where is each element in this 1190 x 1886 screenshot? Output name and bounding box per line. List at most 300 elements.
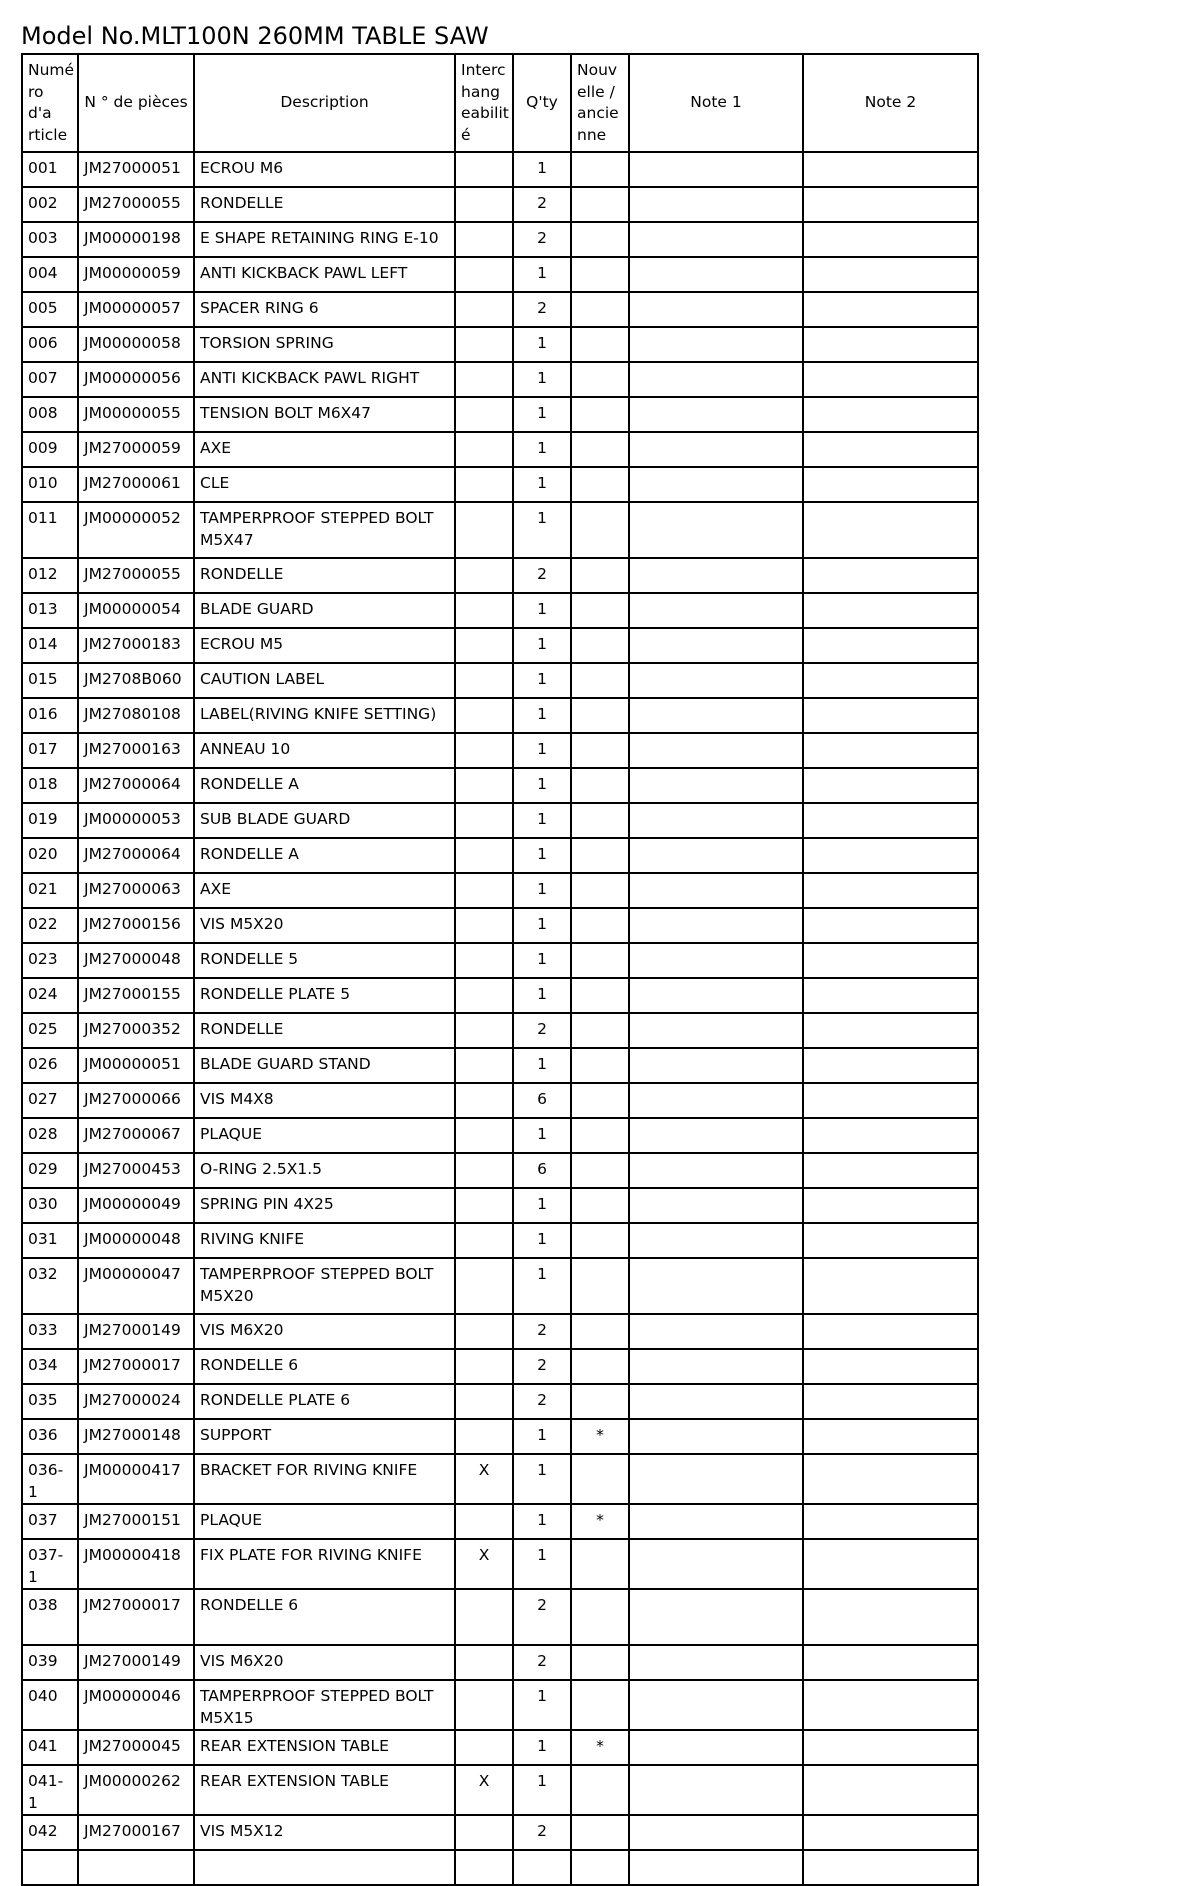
cell-interchangeability	[455, 1153, 513, 1188]
cell-quantity: 2	[513, 1589, 571, 1645]
cell-item-number: 022	[22, 908, 78, 943]
cell-part-number: JM00000054	[78, 593, 194, 628]
cell-quantity: 1	[513, 502, 571, 558]
cell-note-2	[803, 628, 978, 663]
cell-note-2	[803, 1504, 978, 1539]
cell-new-old	[571, 1258, 629, 1314]
cell-note-1	[629, 152, 803, 187]
cell-interchangeability	[455, 1680, 513, 1730]
cell-quantity: 1	[513, 838, 571, 873]
cell-item-number: 034	[22, 1349, 78, 1384]
cell-interchangeability	[455, 432, 513, 467]
cell-item-number: 005	[22, 292, 78, 327]
cell-new-old	[571, 1118, 629, 1153]
cell-part-number: JM00000053	[78, 803, 194, 838]
cell-part-number: JM27000067	[78, 1118, 194, 1153]
header-quantity: Q'ty	[513, 54, 571, 152]
table-row	[22, 1850, 978, 1885]
cell-new-old	[571, 292, 629, 327]
cell-note-1	[629, 978, 803, 1013]
cell-item-number: 010	[22, 467, 78, 502]
cell-item-number: 035	[22, 1384, 78, 1419]
table-row	[22, 1504, 978, 1539]
cell-part-number: JM2708B060	[78, 663, 194, 698]
cell-description: RONDELLE	[194, 558, 455, 593]
cell-quantity: 2	[513, 1314, 571, 1349]
cell-interchangeability	[455, 1083, 513, 1118]
cell-quantity: 1	[513, 397, 571, 432]
document-title: Model No.MLT100N 260MM TABLE SAW	[21, 22, 489, 50]
cell-item-number	[22, 1850, 78, 1885]
cell-new-old	[571, 1223, 629, 1258]
cell-quantity: 1	[513, 803, 571, 838]
cell-quantity: 6	[513, 1153, 571, 1188]
cell-quantity: 1	[513, 628, 571, 663]
cell-description: SUPPORT	[194, 1419, 455, 1454]
cell-quantity: 1	[513, 908, 571, 943]
cell-note-2	[803, 1048, 978, 1083]
cell-part-number: JM27000017	[78, 1589, 194, 1645]
cell-description: RONDELLE	[194, 1013, 455, 1048]
cell-new-old	[571, 1454, 629, 1504]
cell-part-number: JM27000055	[78, 558, 194, 593]
cell-interchangeability	[455, 292, 513, 327]
cell-new-old	[571, 978, 629, 1013]
cell-quantity: 1	[513, 152, 571, 187]
cell-part-number: JM00000198	[78, 222, 194, 257]
cell-interchangeability	[455, 1013, 513, 1048]
table-row	[22, 397, 978, 432]
cell-note-2	[803, 943, 978, 978]
cell-quantity: 2	[513, 1645, 571, 1680]
cell-new-old	[571, 698, 629, 733]
table-row	[22, 733, 978, 768]
cell-interchangeability	[455, 1815, 513, 1850]
cell-interchangeability	[455, 1314, 513, 1349]
cell-quantity: 1	[513, 663, 571, 698]
cell-interchangeability	[455, 1349, 513, 1384]
cell-interchangeability	[455, 698, 513, 733]
cell-item-number: 012	[22, 558, 78, 593]
cell-part-number: JM27000066	[78, 1083, 194, 1118]
cell-interchangeability	[455, 222, 513, 257]
cell-note-2	[803, 187, 978, 222]
cell-note-2	[803, 768, 978, 803]
cell-note-1	[629, 1680, 803, 1730]
cell-description: TENSION BOLT M6X47	[194, 397, 455, 432]
table-row	[22, 1153, 978, 1188]
cell-description	[194, 1850, 455, 1885]
cell-item-number: 031	[22, 1223, 78, 1258]
cell-interchangeability	[455, 558, 513, 593]
cell-new-old	[571, 1314, 629, 1349]
cell-note-2	[803, 1454, 978, 1504]
cell-new-old	[571, 432, 629, 467]
cell-interchangeability	[455, 1223, 513, 1258]
cell-description: VIS M5X20	[194, 908, 455, 943]
table-row	[22, 1384, 978, 1419]
cell-quantity: 1	[513, 432, 571, 467]
cell-new-old: *	[571, 1730, 629, 1765]
cell-item-number: 002	[22, 187, 78, 222]
cell-note-1	[629, 502, 803, 558]
cell-interchangeability	[455, 628, 513, 663]
cell-new-old	[571, 467, 629, 502]
cell-note-2	[803, 1118, 978, 1153]
cell-quantity: 2	[513, 222, 571, 257]
cell-item-number: 038	[22, 1589, 78, 1645]
cell-note-1	[629, 803, 803, 838]
cell-part-number: JM00000052	[78, 502, 194, 558]
cell-description: RONDELLE 5	[194, 943, 455, 978]
cell-new-old	[571, 1850, 629, 1885]
cell-interchangeability	[455, 943, 513, 978]
cell-part-number: JM00000055	[78, 397, 194, 432]
cell-new-old	[571, 873, 629, 908]
table-row	[22, 978, 978, 1013]
cell-description: REAR EXTENSION TABLE	[194, 1730, 455, 1765]
cell-interchangeability	[455, 1645, 513, 1680]
cell-part-number: JM00000059	[78, 257, 194, 292]
cell-note-2	[803, 152, 978, 187]
cell-description: SPRING PIN 4X25	[194, 1188, 455, 1223]
cell-part-number: JM00000418	[78, 1539, 194, 1589]
cell-part-number	[78, 1850, 194, 1885]
cell-item-number: 036-1	[22, 1454, 78, 1504]
cell-description: PLAQUE	[194, 1118, 455, 1153]
cell-new-old: *	[571, 1504, 629, 1539]
cell-quantity: 1	[513, 1258, 571, 1314]
cell-new-old	[571, 1048, 629, 1083]
cell-description: ANTI KICKBACK PAWL RIGHT	[194, 362, 455, 397]
cell-note-1	[629, 257, 803, 292]
cell-quantity: 1	[513, 1223, 571, 1258]
cell-description: RONDELLE 6	[194, 1349, 455, 1384]
cell-interchangeability	[455, 663, 513, 698]
cell-note-2	[803, 1539, 978, 1589]
cell-part-number: JM27000155	[78, 978, 194, 1013]
cell-note-1	[629, 1454, 803, 1504]
cell-interchangeability	[455, 1188, 513, 1223]
cell-note-2	[803, 1815, 978, 1850]
cell-description: ANNEAU 10	[194, 733, 455, 768]
cell-item-number: 011	[22, 502, 78, 558]
table-row	[22, 1118, 978, 1153]
cell-quantity: 1	[513, 733, 571, 768]
cell-note-2	[803, 397, 978, 432]
table-row	[22, 1539, 978, 1589]
cell-description: O-RING 2.5X1.5	[194, 1153, 455, 1188]
cell-item-number: 032	[22, 1258, 78, 1314]
cell-interchangeability	[455, 257, 513, 292]
cell-item-number: 003	[22, 222, 78, 257]
cell-new-old	[571, 558, 629, 593]
cell-note-2	[803, 257, 978, 292]
cell-description: SPACER RING 6	[194, 292, 455, 327]
cell-part-number: JM00000262	[78, 1765, 194, 1815]
cell-description: CLE	[194, 467, 455, 502]
cell-interchangeability	[455, 1384, 513, 1419]
cell-item-number: 013	[22, 593, 78, 628]
cell-quantity: 2	[513, 1349, 571, 1384]
cell-note-1	[629, 1539, 803, 1589]
cell-interchangeability: X	[455, 1539, 513, 1589]
cell-description: SUB BLADE GUARD	[194, 803, 455, 838]
cell-note-1	[629, 733, 803, 768]
cell-note-1	[629, 362, 803, 397]
cell-part-number: JM27000048	[78, 943, 194, 978]
table-row	[22, 803, 978, 838]
cell-note-2	[803, 1223, 978, 1258]
cell-item-number: 019	[22, 803, 78, 838]
cell-part-number: JM27000148	[78, 1419, 194, 1454]
cell-note-1	[629, 187, 803, 222]
cell-interchangeability	[455, 327, 513, 362]
cell-note-2	[803, 1850, 978, 1885]
table-row	[22, 1730, 978, 1765]
cell-item-number: 008	[22, 397, 78, 432]
cell-part-number: JM00000057	[78, 292, 194, 327]
table-row	[22, 628, 978, 663]
cell-quantity: 1	[513, 1539, 571, 1589]
cell-new-old	[571, 222, 629, 257]
cell-note-2	[803, 362, 978, 397]
cell-note-2	[803, 593, 978, 628]
cell-note-2	[803, 1314, 978, 1349]
cell-note-2	[803, 733, 978, 768]
cell-quantity: 1	[513, 1048, 571, 1083]
cell-description: BLADE GUARD STAND	[194, 1048, 455, 1083]
cell-description: ECROU M5	[194, 628, 455, 663]
cell-new-old	[571, 838, 629, 873]
cell-note-1	[629, 1013, 803, 1048]
table-row	[22, 1188, 978, 1223]
cell-new-old	[571, 1589, 629, 1645]
cell-description: RONDELLE	[194, 187, 455, 222]
cell-new-old	[571, 593, 629, 628]
cell-new-old	[571, 1765, 629, 1815]
cell-note-2	[803, 1013, 978, 1048]
cell-item-number: 023	[22, 943, 78, 978]
cell-part-number: JM00000417	[78, 1454, 194, 1504]
table-row	[22, 327, 978, 362]
cell-interchangeability	[455, 593, 513, 628]
cell-note-1	[629, 1349, 803, 1384]
cell-quantity: 1	[513, 362, 571, 397]
table-row	[22, 768, 978, 803]
cell-note-2	[803, 803, 978, 838]
cell-description: RONDELLE PLATE 5	[194, 978, 455, 1013]
cell-note-1	[629, 698, 803, 733]
cell-interchangeability	[455, 362, 513, 397]
cell-note-1	[629, 873, 803, 908]
cell-description: FIX PLATE FOR RIVING KNIFE	[194, 1539, 455, 1589]
cell-quantity: 6	[513, 1083, 571, 1118]
table-row	[22, 362, 978, 397]
cell-description: RONDELLE A	[194, 838, 455, 873]
cell-quantity: 1	[513, 873, 571, 908]
cell-note-2	[803, 1083, 978, 1118]
cell-note-2	[803, 838, 978, 873]
cell-item-number: 026	[22, 1048, 78, 1083]
cell-item-number: 009	[22, 432, 78, 467]
cell-item-number: 020	[22, 838, 78, 873]
cell-interchangeability: X	[455, 1454, 513, 1504]
cell-note-1	[629, 1223, 803, 1258]
cell-interchangeability	[455, 838, 513, 873]
cell-interchangeability	[455, 978, 513, 1013]
table-row	[22, 1589, 978, 1645]
cell-interchangeability	[455, 768, 513, 803]
table-row	[22, 1765, 978, 1815]
cell-part-number: JM27000183	[78, 628, 194, 663]
cell-quantity: 1	[513, 1765, 571, 1815]
header-note-2: Note 2	[803, 54, 978, 152]
cell-new-old	[571, 187, 629, 222]
cell-interchangeability	[455, 187, 513, 222]
cell-note-2	[803, 1645, 978, 1680]
cell-new-old	[571, 733, 629, 768]
cell-note-2	[803, 978, 978, 1013]
cell-note-1	[629, 1048, 803, 1083]
cell-description: TAMPERPROOF STEPPED BOLT M5X47	[194, 502, 455, 558]
cell-quantity: 1	[513, 698, 571, 733]
cell-interchangeability	[455, 803, 513, 838]
cell-new-old	[571, 1384, 629, 1419]
cell-part-number: JM27000064	[78, 838, 194, 873]
cell-item-number: 041-1	[22, 1765, 78, 1815]
cell-interchangeability	[455, 1048, 513, 1083]
header-new-old: Nouv elle / ancie nne	[571, 54, 629, 152]
cell-note-2	[803, 663, 978, 698]
cell-description: BRACKET FOR RIVING KNIFE	[194, 1454, 455, 1504]
cell-description: TAMPERPROOF STEPPED BOLT M5X15	[194, 1680, 455, 1730]
cell-note-1	[629, 593, 803, 628]
cell-note-1	[629, 1765, 803, 1815]
cell-description: AXE	[194, 432, 455, 467]
cell-item-number: 040	[22, 1680, 78, 1730]
cell-description: RONDELLE A	[194, 768, 455, 803]
cell-quantity	[513, 1850, 571, 1885]
cell-new-old	[571, 628, 629, 663]
cell-note-1	[629, 838, 803, 873]
cell-new-old	[571, 1083, 629, 1118]
table-row	[22, 1815, 978, 1850]
cell-new-old	[571, 908, 629, 943]
table-row	[22, 1223, 978, 1258]
table-row	[22, 502, 978, 558]
cell-quantity: 2	[513, 558, 571, 593]
cell-note-1	[629, 663, 803, 698]
cell-part-number: JM27000063	[78, 873, 194, 908]
cell-note-2	[803, 558, 978, 593]
cell-part-number: JM27000453	[78, 1153, 194, 1188]
cell-note-1	[629, 1645, 803, 1680]
cell-description: TORSION SPRING	[194, 327, 455, 362]
cell-item-number: 017	[22, 733, 78, 768]
table-row	[22, 908, 978, 943]
cell-item-number: 029	[22, 1153, 78, 1188]
cell-part-number: JM27000149	[78, 1645, 194, 1680]
cell-note-1	[629, 1850, 803, 1885]
cell-item-number: 028	[22, 1118, 78, 1153]
table-row	[22, 1454, 978, 1504]
cell-part-number: JM27000163	[78, 733, 194, 768]
cell-description: VIS M4X8	[194, 1083, 455, 1118]
cell-item-number: 036	[22, 1419, 78, 1454]
cell-note-2	[803, 467, 978, 502]
cell-item-number: 027	[22, 1083, 78, 1118]
cell-new-old	[571, 803, 629, 838]
cell-description: RONDELLE PLATE 6	[194, 1384, 455, 1419]
cell-part-number: JM27000151	[78, 1504, 194, 1539]
cell-note-1	[629, 1258, 803, 1314]
table-row	[22, 1349, 978, 1384]
cell-interchangeability	[455, 467, 513, 502]
cell-quantity: 2	[513, 292, 571, 327]
table-row	[22, 257, 978, 292]
cell-interchangeability	[455, 908, 513, 943]
cell-description: VIS M6X20	[194, 1645, 455, 1680]
cell-quantity: 1	[513, 1680, 571, 1730]
table-row	[22, 593, 978, 628]
table-row	[22, 432, 978, 467]
table-row	[22, 292, 978, 327]
cell-new-old	[571, 768, 629, 803]
table-row	[22, 1258, 978, 1314]
cell-part-number: JM00000047	[78, 1258, 194, 1314]
header-part-number: N ° de pièces	[78, 54, 194, 152]
cell-interchangeability	[455, 1504, 513, 1539]
cell-item-number: 041	[22, 1730, 78, 1765]
cell-quantity: 1	[513, 593, 571, 628]
cell-quantity: 2	[513, 187, 571, 222]
cell-quantity: 2	[513, 1013, 571, 1048]
table-row	[22, 1083, 978, 1118]
cell-note-2	[803, 1349, 978, 1384]
cell-note-1	[629, 1419, 803, 1454]
cell-note-1	[629, 1153, 803, 1188]
cell-part-number: JM27000156	[78, 908, 194, 943]
cell-interchangeability	[455, 733, 513, 768]
parts-list-sheet	[21, 53, 977, 1840]
table-row	[22, 1314, 978, 1349]
cell-description: E SHAPE RETAINING RING E-10	[194, 222, 455, 257]
cell-note-1	[629, 1118, 803, 1153]
cell-quantity: 2	[513, 1815, 571, 1850]
header-description: Description	[194, 54, 455, 152]
cell-quantity: 1	[513, 1118, 571, 1153]
cell-note-2	[803, 502, 978, 558]
cell-item-number: 006	[22, 327, 78, 362]
cell-new-old	[571, 1013, 629, 1048]
cell-note-1	[629, 943, 803, 978]
cell-item-number: 024	[22, 978, 78, 1013]
header-note-1: Note 1	[629, 54, 803, 152]
cell-note-1	[629, 1188, 803, 1223]
cell-part-number: JM27000149	[78, 1314, 194, 1349]
cell-note-1	[629, 1314, 803, 1349]
table-row	[22, 663, 978, 698]
cell-part-number: JM00000051	[78, 1048, 194, 1083]
cell-note-2	[803, 1384, 978, 1419]
cell-note-2	[803, 432, 978, 467]
cell-part-number: JM27000051	[78, 152, 194, 187]
cell-new-old	[571, 1815, 629, 1850]
cell-interchangeability	[455, 1419, 513, 1454]
cell-note-1	[629, 327, 803, 362]
cell-part-number: JM00000058	[78, 327, 194, 362]
